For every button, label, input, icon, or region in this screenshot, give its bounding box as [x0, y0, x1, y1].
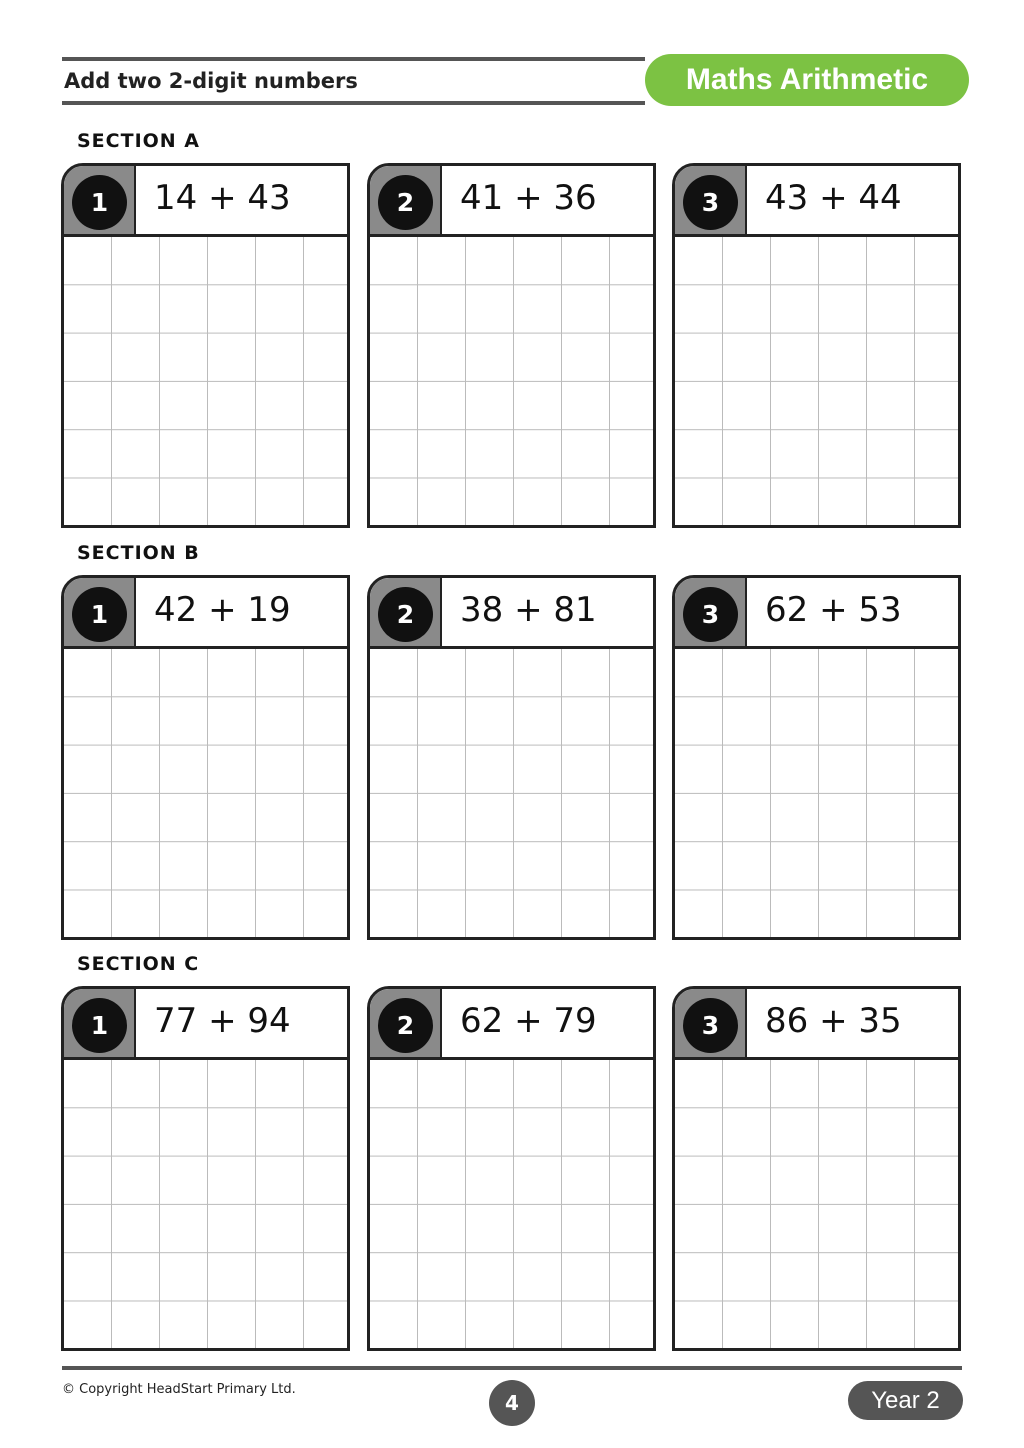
section-a-label: SECTION A — [77, 130, 201, 152]
question-number: 1 — [72, 175, 127, 230]
question-sum: 38 + 81 — [460, 590, 597, 630]
question-box-c2 — [367, 986, 656, 1351]
question-number-tab — [370, 166, 442, 234]
question-box-a1 — [61, 163, 350, 528]
question-box-c3 — [672, 986, 961, 1351]
question-header — [370, 578, 653, 649]
question-number-tab — [675, 989, 747, 1057]
question-header — [370, 989, 653, 1060]
working-grid[interactable] — [64, 649, 347, 937]
question-number: 1 — [72, 587, 127, 642]
question-sum: 42 + 19 — [154, 590, 291, 630]
worksheet-title: Add two 2-digit numbers — [64, 69, 358, 93]
header-title-bar — [62, 57, 645, 105]
question-sum: 41 + 36 — [460, 178, 597, 218]
question-box-c1 — [61, 986, 350, 1351]
page-number-badge: 4 — [489, 1380, 535, 1426]
question-number-tab — [370, 989, 442, 1057]
question-number: 2 — [378, 175, 433, 230]
question-number-tab — [675, 166, 747, 234]
question-header — [370, 166, 653, 237]
question-number: 3 — [683, 175, 738, 230]
copyright-text: © Copyright HeadStart Primary Ltd. — [62, 1382, 296, 1397]
question-sum: 43 + 44 — [765, 178, 902, 218]
section-c-label: SECTION C — [77, 953, 200, 975]
question-number: 1 — [72, 998, 127, 1053]
question-number: 2 — [378, 998, 433, 1053]
question-header — [675, 989, 958, 1060]
question-sum: 14 + 43 — [154, 178, 291, 218]
question-sum: 62 + 53 — [765, 590, 902, 630]
working-grid[interactable] — [675, 649, 958, 937]
question-header — [64, 578, 347, 649]
question-sum: 62 + 79 — [460, 1001, 597, 1041]
working-grid[interactable] — [370, 237, 653, 525]
question-number-tab — [64, 578, 136, 646]
question-number: 3 — [683, 998, 738, 1053]
question-number-tab — [370, 578, 442, 646]
question-box-b1 — [61, 575, 350, 940]
question-number: 3 — [683, 587, 738, 642]
footer-divider — [62, 1366, 962, 1370]
working-grid[interactable] — [370, 649, 653, 937]
section-b-label: SECTION B — [77, 542, 200, 564]
question-number-tab — [64, 989, 136, 1057]
question-sum: 77 + 94 — [154, 1001, 291, 1041]
question-header — [675, 578, 958, 649]
question-box-a3 — [672, 163, 961, 528]
question-number-tab — [675, 578, 747, 646]
working-grid[interactable] — [675, 237, 958, 525]
question-number-tab — [64, 166, 136, 234]
working-grid[interactable] — [675, 1060, 958, 1348]
question-box-b2 — [367, 575, 656, 940]
working-grid[interactable] — [64, 237, 347, 525]
question-sum: 86 + 35 — [765, 1001, 902, 1041]
year-badge: Year 2 — [848, 1381, 963, 1420]
working-grid[interactable] — [370, 1060, 653, 1348]
working-grid[interactable] — [64, 1060, 347, 1348]
brand-badge: Maths Arithmetic — [645, 54, 969, 106]
question-box-a2 — [367, 163, 656, 528]
question-header — [64, 989, 347, 1060]
question-header — [64, 166, 347, 237]
question-header — [675, 166, 958, 237]
question-box-b3 — [672, 575, 961, 940]
question-number: 2 — [378, 587, 433, 642]
